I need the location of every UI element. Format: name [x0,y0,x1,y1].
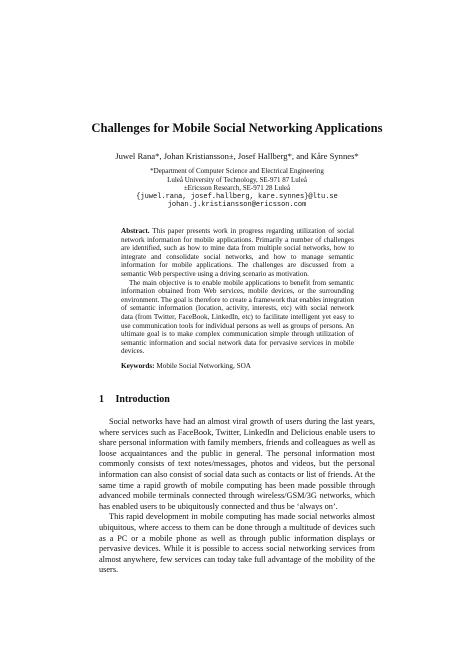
abstract-label: Abstract. [121,227,150,235]
affiliation-line: Luleå University of Technology, SE-971 87 Luleå [167,175,307,184]
keywords-label: Keywords: [121,362,155,370]
paper-title: Challenges for Mobile Social Networking Applications [91,121,383,135]
section-title: Introduction [115,394,170,405]
affiliation-line: ±Ericsson Research, SE-971 28 Luleå [183,184,291,193]
section-heading [99,394,170,406]
section-number: 1 [99,394,104,405]
body-paragraph: Social networks have had an almost viral growth of users during the last years, where services such as FaceBook, Twitter, LinkedIn and Delicious enable users to share personal information with family members, friends and colleagues as well as loose acquaintances and the public in general. The personal information most commonly consists of text notes/messages, photos and videos, but the personal information can also consist of social data such as contacts or list of friends. At the same time a rapid growth of mobile computing has been made possible through advanced mobile terminals connected through wireless/GSM/3G networks, which has enabled users to be ubiquitously connected and thus be ‘always on’. [99,417,375,511]
keywords-value: Mobile Social Networking, SOA [156,362,251,370]
abstract-text: This paper presents work in progress regarding utilization of social network information for mobile applications. Primarily a number of challenges are identified, such as how to mine data from multiple social networks, how to integrate and consolidate social networks, and how to manage semantic information for mobile applications. The challenges are discussed from a semantic Web perspective using a driving scenario as motivation. [121,227,354,278]
abstract-paragraph [121,227,354,279]
keywords [121,362,354,371]
abstract-paragraph: The main objective is to enable mobile applications to benefit from semantic information obtained from Web services, mobile devices, or the surrounding environment. The goal is therefore to create a framework that enables integration of semantic information (location, activity, interests, etc) with social network data (from Twitter, FaceBook, LinkedIn, etc) to facilitate intelligent yet easy to use communication tools for individual persons as well as groups of persons. An ultimate goal is to make complex communication simple through utilization of semantic information and social network data for pervasive services in mobile devices. [121,278,354,356]
affiliation-line: *Department of Computer Science and Electrical Engineering [150,167,324,175]
author-list: Juwel Rana*, Johan Kristiansson±, Josef Hallberg*, and Kåre Synnes* [115,151,359,161]
email-line: {juwel.rana, josef.hallberg, kare.synnes}@ltu.se [136,192,338,201]
section-body [99,417,375,576]
email-line: johan.j.kristiansson@ericsson.com [167,201,307,210]
abstract [121,227,354,356]
affiliations [80,167,394,210]
body-paragraph: This rapid development in mobile computing has made social networks almost ubiquitous, where access to them can be done through a multitude of devices such as a PC or a mobile phone as well as through public information displays or pervasive devices. While it is possible to access social networking services from almost anywhere, few services can today take full advantage of the mobility of the users. [99,512,375,575]
